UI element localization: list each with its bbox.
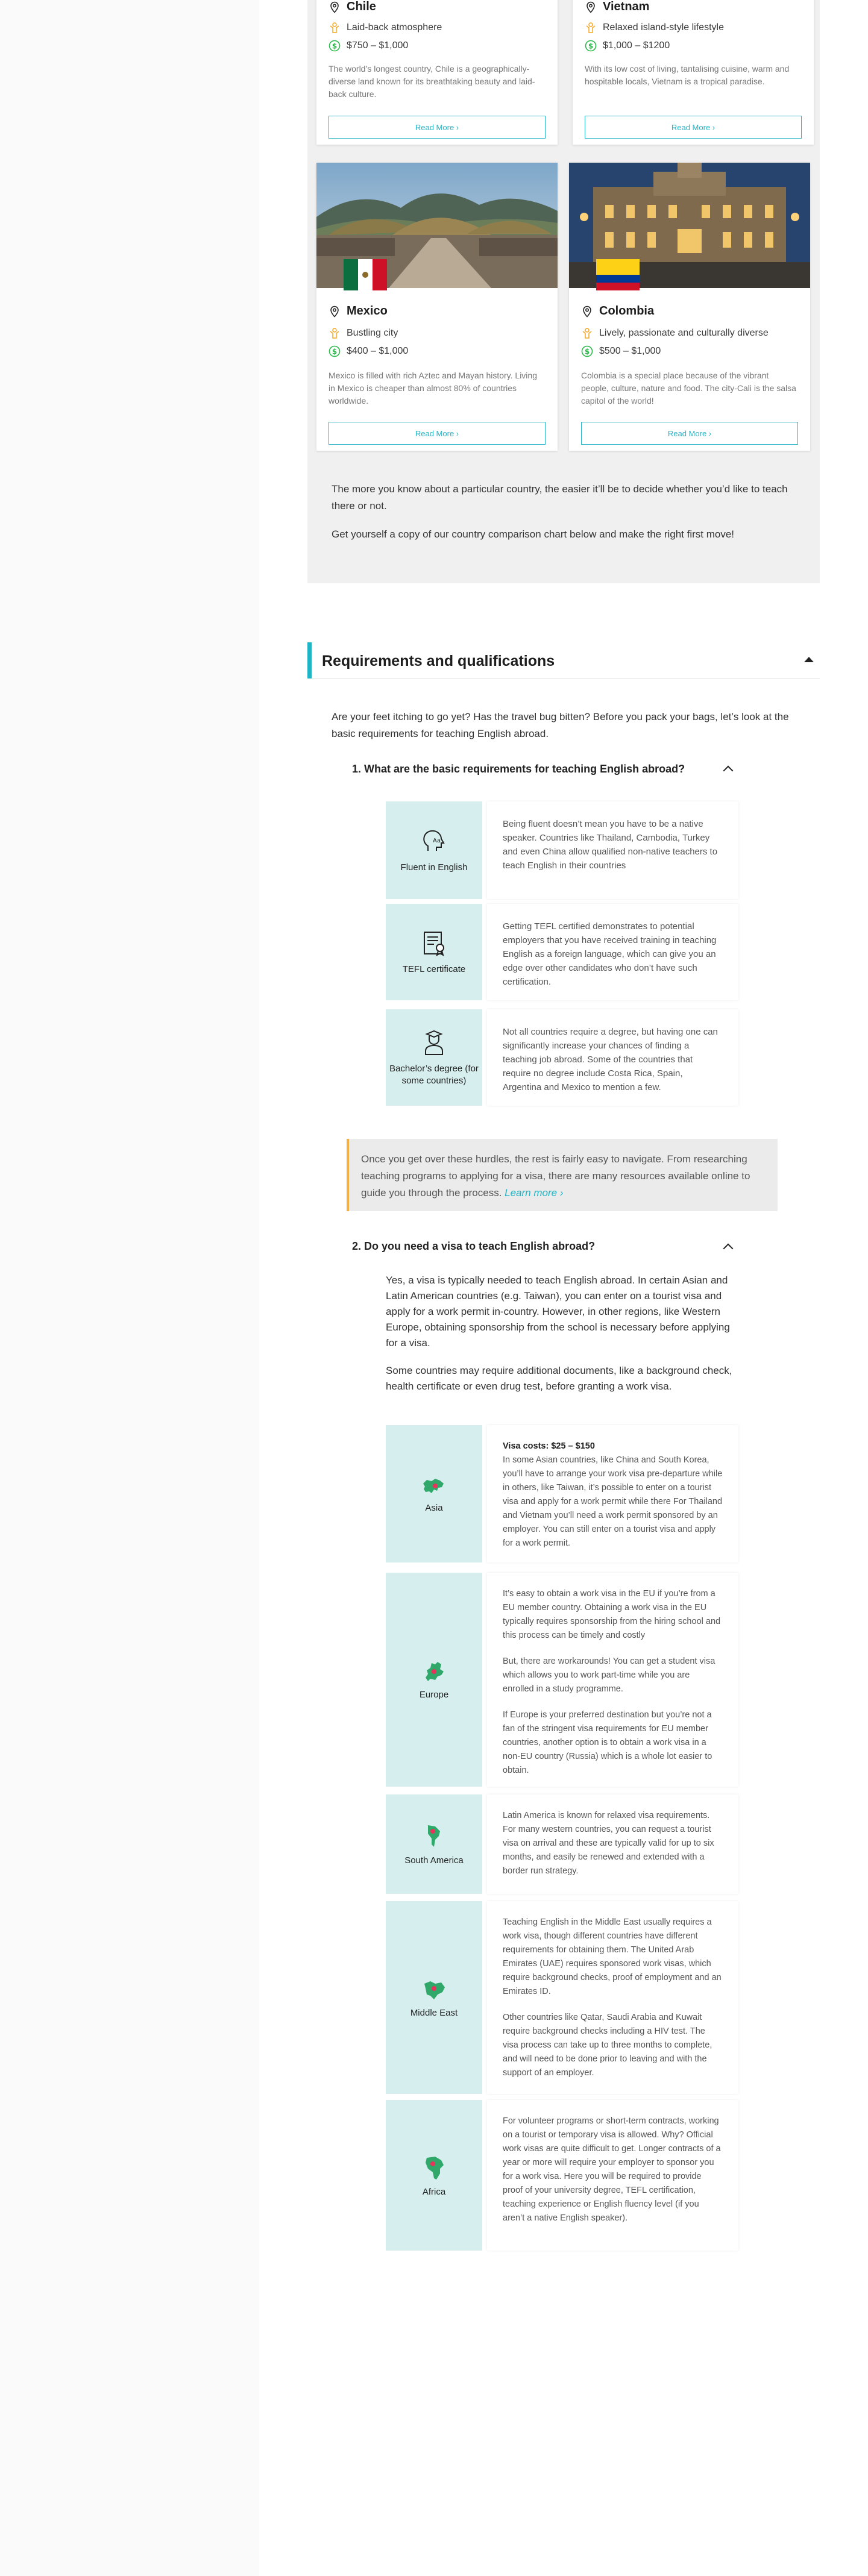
country-name: Vietnam <box>603 0 650 13</box>
person-vibe-icon <box>585 22 597 34</box>
region-text: It’s easy to obtain a work visa in the EU if you’re from a EU member country. Obtaining a work visa in the EU typically requires sponsorship from the hiring school and this process can be timely and costly But, there are workarounds! You can get a student visa which allows you to work part-time while you are enrolled in a study programme. If Europe is your preferred destination but you’re not a fan of the stringent visa requirements for EU member countries, another option is to obtain a work visa in a non-EU country (Russia) which is a whole lot easier to obtain. <box>487 1573 738 1787</box>
vibe-row: Bustling city <box>329 327 398 339</box>
visa-region-south-america <box>386 1794 738 1894</box>
country-card-colombia <box>569 163 810 451</box>
requirement-text: Being fluent doesn’t mean you have to be a native speaker. Countries like Thailand, Cambodia, Turkey and even China allow qualified non-native teachers to teach English in their countries <box>487 801 738 899</box>
region-icon-box: Europe <box>386 1573 482 1787</box>
requirements-intro: Are your feet itching to go yet? Has the travel bug bitten? Before you pack your bags, let’s look at the basic requirements for teaching English abroad. <box>332 711 789 739</box>
svg-text:$: $ <box>584 347 590 356</box>
dollar-icon <box>585 40 597 52</box>
cost-row: $ $500 – $1,000 <box>581 345 661 357</box>
svg-text:$: $ <box>332 347 338 356</box>
visa-paragraph-2: Some countries may require additional documents, like a background check, health certificate or even drug test, before granting a work visa. <box>386 1365 732 1392</box>
country-description: The world’s longest country, Chile is a geographically-diverse land known for its breathtaking beauty and laid-back culture. <box>329 64 535 99</box>
africa-map-icon <box>422 2154 446 2181</box>
region-text: Latin America is known for relaxed visa requirements. For many western countries, you can request a tourist visa on arrival and these are typically valid for up to six months, and easily be renewed and extended with a border run strategy. <box>487 1794 738 1894</box>
graduate-icon <box>420 1028 448 1057</box>
region-icon-box: Asia <box>386 1425 482 1562</box>
region-text: Visa costs: $25 – $150 In some Asian countries, like China and South Korea, you’ll have to arrange your work visa pre-departure while in others, like Taiwan, it’s possible to enter on a tourist visa and apply for a work permit while there For Thailand and Vietnam you’ll need a work permit sponsored by an employer. You can still enter on a tourist visa and apply for a work permit. <box>487 1425 738 1562</box>
panel-paragraph-2: Get yourself a copy of our country comparison chart below and make the right first move! <box>332 528 735 540</box>
requirements-accordion-header[interactable] <box>307 642 820 678</box>
asia-map-icon <box>421 1475 447 1497</box>
vibe-row: Relaxed island-style lifestyle <box>585 22 724 34</box>
location-pin-icon <box>585 1 597 13</box>
country-title <box>329 304 388 318</box>
country-description: With its low cost of living, tantalising cuisine, warm and hospitable locals, Vietnam is a tropical paradise. <box>585 64 790 86</box>
speech-head-icon <box>420 827 448 856</box>
person-vibe-icon <box>329 327 341 339</box>
visa-region-europe <box>386 1573 738 1787</box>
section-title: Requirements and qualifications <box>322 653 555 669</box>
country-name: Mexico <box>347 304 388 318</box>
read-more-button-mexico[interactable]: Read More › <box>329 422 546 445</box>
vibe-row: Laid-back atmosphere <box>329 22 442 34</box>
location-pin-icon <box>329 1 341 13</box>
requirement-item <box>386 801 738 899</box>
question-1-title[interactable]: 1. What are the basic requirements for teaching English abroad? <box>352 763 685 775</box>
requirement-icon-box: Bachelor’s degree (for some countries) <box>386 1009 482 1106</box>
requirement-text: Not all countries require a degree, but having one can significantly increase your chances of finding a teaching job abroad. Some of the countries that require no degree include Costa Rica, Spain, Argentina and Mexico to mention a few. <box>487 1009 738 1106</box>
country-name: Chile <box>347 0 376 13</box>
cost-row: $ $750 – $1,000 <box>329 40 408 52</box>
learn-more-link[interactable]: Learn more › <box>505 1187 564 1199</box>
person-vibe-icon <box>329 22 341 34</box>
person-vibe-icon <box>581 327 593 339</box>
south-america-map-icon <box>422 1823 446 1849</box>
caret-up-icon[interactable] <box>804 657 814 662</box>
read-more-button-chile[interactable]: Read More › <box>329 116 546 139</box>
info-callout: Once you get over these hurdles, the rest is fairly easy to navigate. From researching teaching programs to applying for a visa, there are many resources available online to guide you through the process. Learn more › <box>347 1139 778 1211</box>
europe-map-icon <box>421 1659 447 1684</box>
certificate-icon <box>420 929 448 957</box>
read-more-button-vietnam[interactable]: Read More › <box>585 116 802 139</box>
requirement-item <box>386 1009 738 1106</box>
requirement-icon-box: TEFL certificate <box>386 904 482 1000</box>
vibe-row: Lively, passionate and culturally diverse <box>581 327 769 339</box>
requirement-icon-box: Aa Fluent in English <box>386 801 482 899</box>
panel-paragraph-1: The more you know about a particular country, the easier it’ll be to decide whether you’d like to teach there or not. <box>332 483 788 512</box>
dollar-icon <box>581 345 593 357</box>
region-text: For volunteer programs or short-term contracts, working on a tourist or temporary visa is allowed. Why? Official work visas are quite difficult to get. Longer contracts of a year or more will require your employer to sponsor you for a work visa. Here you will be required to provide proof of your university degree, TEFL certification, teaching experience or English fluency level (if you aren’t a native English speaker). <box>487 2100 738 2251</box>
svg-text:Aa: Aa <box>433 838 441 844</box>
country-card-vietnam <box>573 0 814 145</box>
requirement-item <box>386 904 738 1000</box>
country-description: Mexico is filled with rich Aztec and Mayan history. Living in Mexico is cheaper than almost 80% of countries worldwide. <box>329 371 537 406</box>
country-title <box>585 0 649 14</box>
question-2-title[interactable]: 2. Do you need a visa to teach English abroad? <box>352 1240 596 1252</box>
colombia-flag <box>596 259 640 290</box>
region-text: Teaching English in the Middle East usually requires a work visa, though different countries have different requirements for obtaining them. The United Arab Emirates (UAE) requires sponsored work visas, which require background checks, proof of employment and an Emirates ID. Other countries like Qatar, Saudi Arabia and Kuwait require background checks including a HIV test. The visa process can take up to three months to complete, and will need to be done prior to leaving and with the support of an employer. <box>487 1901 738 2094</box>
dollar-icon <box>329 40 341 52</box>
visa-region-middle-east <box>386 1901 738 2094</box>
requirement-text: Getting TEFL certified demonstrates to potential employers that you have received training in teaching English as a foreign language, which can give you an edge over other candidates who don’t have such certification. <box>487 904 738 1000</box>
dollar-icon <box>329 345 341 357</box>
mexico-flag <box>344 259 387 290</box>
svg-text:$: $ <box>588 42 594 51</box>
country-card-chile <box>316 0 558 145</box>
location-pin-icon <box>581 306 593 318</box>
cost-row: $ $1,000 – $1200 <box>585 40 670 52</box>
country-card-mexico <box>316 163 558 451</box>
visa-paragraph-1: Yes, a visa is typically needed to teach English abroad. In certain Asian and Latin American countries (e.g. Taiwan), you can enter on a tourist visa and apply for a work permit in-country. However, in other regions, like Western Europe, obtaining sponsorship from the school is necessary before applying for a visa. <box>386 1274 730 1349</box>
country-title <box>581 304 654 318</box>
country-name: Colombia <box>599 304 655 318</box>
svg-text:$: $ <box>332 42 338 51</box>
cost-row: $ $400 – $1,000 <box>329 345 408 357</box>
visa-region-africa <box>386 2100 738 2251</box>
country-title <box>329 0 376 14</box>
middle-east-map-icon <box>421 1978 447 2002</box>
region-icon-box: Middle East <box>386 1901 482 2094</box>
region-icon-box: South America <box>386 1794 482 1894</box>
section-accent-bar <box>307 642 312 678</box>
country-description: Colombia is a special place because of the vibrant people, culture, nature and food. The city-Cali is the salsa capitol of the world! <box>581 371 796 406</box>
region-icon-box: Africa <box>386 2100 482 2251</box>
visa-region-asia <box>386 1425 738 1562</box>
location-pin-icon <box>329 306 341 318</box>
read-more-button-colombia[interactable]: Read More › <box>581 422 798 445</box>
